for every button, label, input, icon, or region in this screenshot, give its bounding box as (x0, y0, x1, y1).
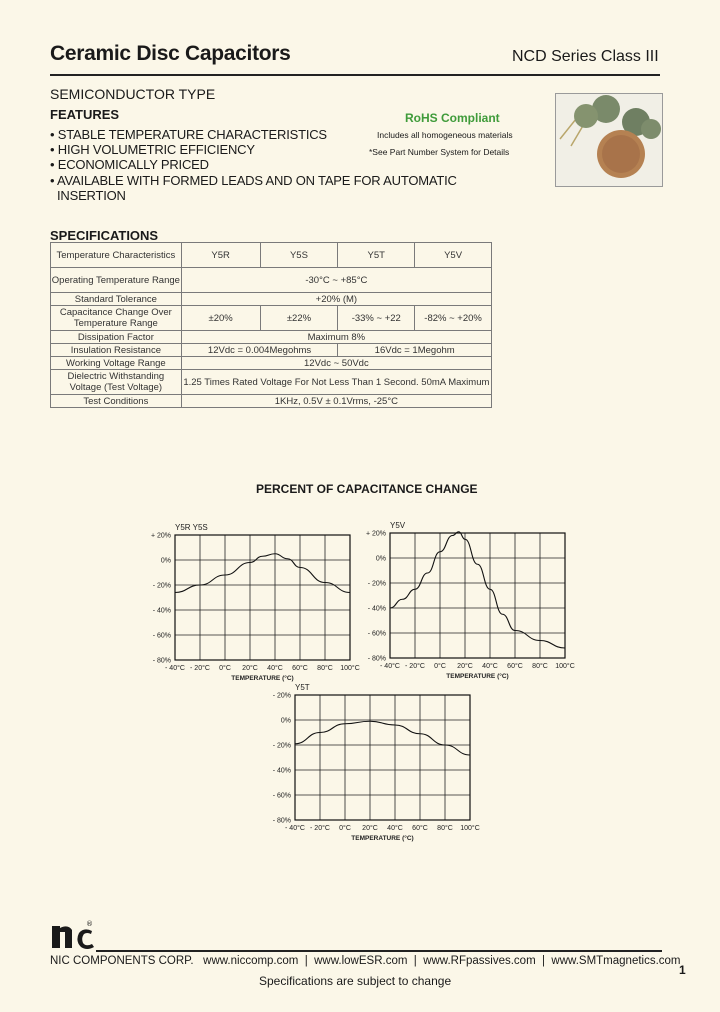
cell-value: 12Vdc ~ 50Vdc (181, 357, 491, 370)
cell-value: -82% ~ +20% (415, 306, 492, 331)
y-tick-label: - 80% (152, 657, 171, 665)
product-photo (555, 93, 663, 187)
cell-value: 1.25 Times Rated Voltage For Not Less Than 1 Second. 50mA Maximum (181, 370, 491, 395)
x-axis-label: TEMPERATURE (°C) (351, 835, 414, 842)
y-tick-label: + 20% (150, 532, 171, 540)
y-tick-label: 0% (375, 555, 386, 563)
x-tick-label: 0°C (219, 665, 231, 672)
row-label: Working Voltage Range (51, 357, 182, 370)
table-row (51, 357, 492, 370)
feature-item: • STABLE TEMPERATURE CHARACTERISTICS (50, 127, 327, 142)
plot-frame (175, 535, 350, 660)
chart-y5v (355, 505, 585, 685)
table-row (51, 344, 492, 357)
header-rule (50, 74, 660, 76)
y-tick-label: - 80% (367, 655, 386, 663)
feature-item: • AVAILABLE WITH FORMED LEADS AND ON TAPE FOR AUTOMATIC (50, 173, 457, 188)
features-heading: FEATURES (50, 107, 120, 122)
footer-note: Specifications are subject to change (259, 974, 452, 988)
x-tick-label: 60°C (507, 663, 523, 670)
cell-value: ±22% (260, 306, 338, 331)
y-tick-label: - 40% (152, 607, 171, 615)
x-tick-label: 60°C (412, 825, 428, 832)
x-tick-label: 0°C (339, 825, 351, 832)
y-tick-label: - 60% (367, 630, 386, 638)
x-tick-label: 0°C (434, 663, 446, 670)
x-tick-label: - 40°C (285, 825, 305, 832)
rohs-note: Includes all homogeneous materials (377, 130, 513, 140)
row-label: Capacitance Change Over Temperature Range (51, 306, 182, 331)
type-header: Y5T (338, 243, 415, 268)
y-tick-label: - 20% (272, 692, 291, 700)
type-header: Y5R (181, 243, 260, 268)
cell-value: -30°C ~ +85°C (181, 268, 491, 293)
series-line (390, 532, 565, 648)
table-row (51, 395, 492, 408)
table-row (51, 370, 492, 395)
svg-text:®: ® (86, 920, 93, 928)
cell-value: Maximum 8% (181, 331, 491, 344)
y-tick-label: 0% (280, 717, 291, 725)
feature-item: • ECONOMICALLY PRICED (50, 157, 209, 172)
y-tick-label: - 80% (272, 817, 291, 825)
y-tick-label: + 20% (365, 530, 386, 538)
cell-value: 12Vdc = 0.004Megohms (181, 344, 338, 357)
chart-y5t (265, 675, 495, 850)
x-tick-label: - 40°C (165, 665, 185, 672)
type-header: Y5V (415, 243, 492, 268)
y-tick-label: - 20% (272, 742, 291, 750)
x-tick-label: - 20°C (190, 665, 210, 672)
chart-series-title: Y5T (295, 683, 310, 692)
row-label: Test Conditions (51, 395, 182, 408)
cell-value: 16Vdc = 1Megohm (338, 344, 492, 357)
table-row (51, 331, 492, 344)
y-tick-label: - 40% (367, 605, 386, 613)
x-tick-label: 20°C (362, 825, 378, 832)
x-tick-label: - 40°C (380, 663, 400, 670)
page-number: 1 (679, 963, 686, 977)
x-tick-label: 20°C (457, 663, 473, 670)
subtitle: SEMICONDUCTOR TYPE (50, 86, 216, 102)
feature-item: INSERTION (57, 188, 126, 203)
row-label: Dissipation Factor (51, 331, 182, 344)
y-tick-label: - 20% (367, 580, 386, 588)
row-label: Operating Temperature Range (51, 268, 182, 293)
y-tick-label: - 20% (152, 582, 171, 590)
type-header: Y5S (260, 243, 338, 268)
row-label: Insulation Resistance (51, 344, 182, 357)
table-row (51, 293, 492, 306)
x-tick-label: 80°C (437, 825, 453, 832)
table-row (51, 243, 492, 268)
row-label: Standard Tolerance (51, 293, 182, 306)
cell-value: 1KHz, 0.5V ± 0.1Vrms, -25°C (181, 395, 491, 408)
cell-value: ±20% (181, 306, 260, 331)
specifications-table (50, 242, 492, 408)
y-tick-label: - 40% (272, 767, 291, 775)
table-row (51, 268, 492, 293)
series-line (295, 721, 470, 755)
chart-series-title: Y5R Y5S (175, 523, 208, 532)
plot-frame (390, 533, 565, 658)
rohs-note: *See Part Number System for Details (369, 147, 510, 157)
series-line (175, 554, 350, 593)
y-tick-label: - 60% (152, 632, 171, 640)
x-tick-label: 40°C (267, 665, 283, 672)
x-tick-label: 40°C (387, 825, 403, 832)
x-axis-label: TEMPERATURE (°C) (446, 673, 509, 680)
nic-logo (50, 918, 98, 955)
chart-series-title: Y5V (390, 521, 406, 530)
chart-title: PERCENT OF CAPACITANCE CHANGE (256, 482, 478, 496)
feature-item: • HIGH VOLUMETRIC EFFICIENCY (50, 142, 255, 157)
x-tick-label: 20°C (242, 665, 258, 672)
x-tick-label: 100°C (460, 825, 480, 832)
x-tick-label: - 20°C (310, 825, 330, 832)
specifications-heading: SPECIFICATIONS (50, 228, 159, 243)
table-row (51, 306, 492, 331)
x-tick-label: 40°C (482, 663, 498, 670)
y-tick-label: - 60% (272, 792, 291, 800)
cell-value: +20% (M) (181, 293, 491, 306)
rohs-title: RoHS Compliant (405, 111, 500, 125)
y-tick-label: 0% (160, 557, 171, 565)
x-tick-label: - 20°C (405, 663, 425, 670)
row-label: Temperature Characteristics (51, 243, 182, 268)
footer-rule (96, 950, 662, 952)
x-tick-label: 100°C (555, 663, 575, 670)
x-tick-label: 60°C (292, 665, 308, 672)
x-tick-label: 100°C (340, 665, 360, 672)
footer-links: NIC COMPONENTS CORP. www.niccomp.com | www.lowESR.com | www.RFpassives.com | www.SMTmagnetics.com (50, 955, 681, 967)
x-tick-label: 80°C (532, 663, 548, 670)
row-label: Dielectric Withstanding Voltage (Test Voltage) (51, 370, 182, 395)
page-title: Ceramic Disc Capacitors (50, 42, 291, 65)
chart-y5r-y5s (145, 505, 365, 685)
plot-frame (295, 695, 470, 820)
x-tick-label: 80°C (317, 665, 333, 672)
x-axis-label: TEMPERATURE (°C) (231, 675, 294, 682)
series-name: NCD Series Class III (512, 48, 659, 65)
cell-value: -33% ~ +22 (338, 306, 415, 331)
